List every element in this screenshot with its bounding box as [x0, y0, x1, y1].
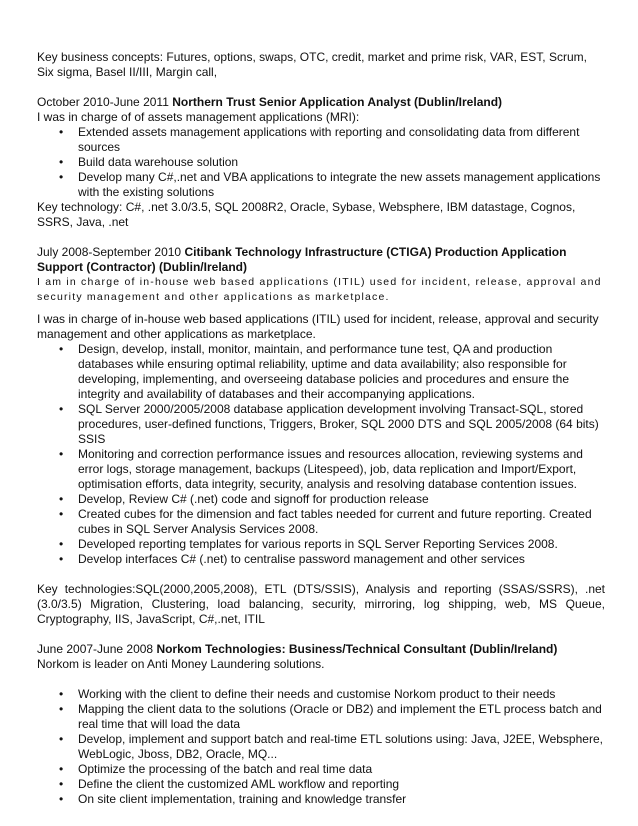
list-item: • Extended assets management applications with reporting and consolidating data from different sources	[37, 125, 605, 155]
job-bullet-list	[37, 125, 605, 200]
key-business-concepts: Key business concepts: Futures, options, swaps, OTC, credit, market and prime risk, VAR, EST, Scrum, Six sigma, Basel II/III, Margin call,	[37, 50, 587, 79]
job-title: Citibank Technology Infrastructure (CTIGA) Production Application Support (Contractor) (Dublin/Ireland)	[37, 245, 567, 274]
job-intro: Norkom is leader on Anti Money Laundering solutions.	[37, 657, 325, 671]
job-spaced-intro: I am in charge of in-house web based applications (ITIL) used for incident, release, approval and security management and other applications as marketplace.	[37, 276, 602, 303]
list-item: • Monitoring and correction performance issues and resources allocation, reviewing systems and error logs, storage management, backups (Litespeed), job, data replication and Import/Export, optimisation efforts, data integrity, security, analysis and resolving database contention issues.	[37, 447, 605, 492]
list-item: • Build data warehouse solution	[37, 155, 605, 170]
job-dates: October 2010-June 2011	[37, 95, 173, 109]
list-item: • Develop interfaces C# (.net) to centralise password management and other services	[37, 552, 605, 567]
job-intro: I was in charge of of assets management applications (MRI):	[37, 110, 360, 124]
job-bullet-list	[37, 687, 605, 807]
job-heading	[37, 245, 605, 275]
job-norkom	[37, 642, 605, 807]
list-item: • Created cubes for the dimension and fact tables needed for current and future reporting. Created cubes in SQL Server Analysis Services 2008.	[37, 507, 605, 537]
list-item: • SQL Server 2000/2005/2008 database application development involving Transact-SQL, stored procedures, user-defined functions, Triggers, Broker, SQL 2000 DTS and SQL 2005/2008 (64 bits) SSIS	[37, 402, 605, 447]
list-item: • Mapping the client data to the solutions (Oracle or DB2) and implement the ETL process batch and real time that will load the data	[37, 702, 605, 732]
job-intro: I was in charge of in-house web based applications (ITIL) used for incident, release, approval and security management and other applications as marketplace.	[37, 312, 599, 341]
key-technology: Key technology: C#, .net 3.0/3.5, SQL 2008R2, Oracle, Sybase, Websphere, IBM datastage, Cognos, SSRS, Java, .net	[37, 200, 576, 229]
job-dates: July 2008-September 2010	[37, 245, 185, 259]
key-technologies: Key technologies:SQL(2000,2005,2008), ETL (DTS/SSIS), Analysis and reporting (SSAS/SSRS), .net (3.0/3.5) Migration, Clustering, load balancing, security, mirroring, log shipping, web, MS Queue, Cryptography, IIS, JavaScript, C#,.net, ITIL	[37, 582, 605, 626]
list-item: • Define the client the customized AML workflow and reporting	[37, 777, 605, 792]
job-heading	[37, 642, 605, 657]
list-item: • Design, develop, install, monitor, maintain, and performance tune test, QA and production databases while ensuring optimal reliability, uptime and data availability; also responsible for developing, implementing, and overseeing database policies and procedures and ensure the integrity and availability of databases and their accompanying applications.	[37, 342, 605, 402]
job-heading	[37, 95, 605, 110]
list-item: • Working with the client to define their needs and customise Norkom product to their needs	[37, 687, 605, 702]
list-item: • Develop, Review C# (.net) code and signoff for production release	[37, 492, 605, 507]
list-item: • Optimize the processing of the batch and real time data	[37, 762, 605, 777]
list-item: • Develop, implement and support batch and real-time ETL solutions using: Java, J2EE, Websphere, WebLogic, Jboss, DB2, Oracle, MQ...	[37, 732, 605, 762]
list-item: • On site client implementation, training and knowledge transfer	[37, 792, 605, 807]
list-item: • Develop many C#,.net and VBA applications to integrate the new assets management applications with the existing solutions	[37, 170, 605, 200]
job-title: Norkom Technologies: Business/Technical Consultant (Dublin/Ireland)	[156, 642, 558, 656]
job-northern-trust	[37, 95, 605, 230]
resume-page	[37, 50, 605, 807]
job-bullet-list	[37, 342, 605, 567]
job-dates: June 2007-June 2008	[37, 642, 157, 656]
list-item: • Developed reporting templates for various reports in SQL Server Reporting Services 2008.	[37, 537, 605, 552]
job-title: Northern Trust Senior Application Analyst (Dublin/Ireland)	[172, 95, 503, 109]
job-citibank	[37, 245, 605, 627]
